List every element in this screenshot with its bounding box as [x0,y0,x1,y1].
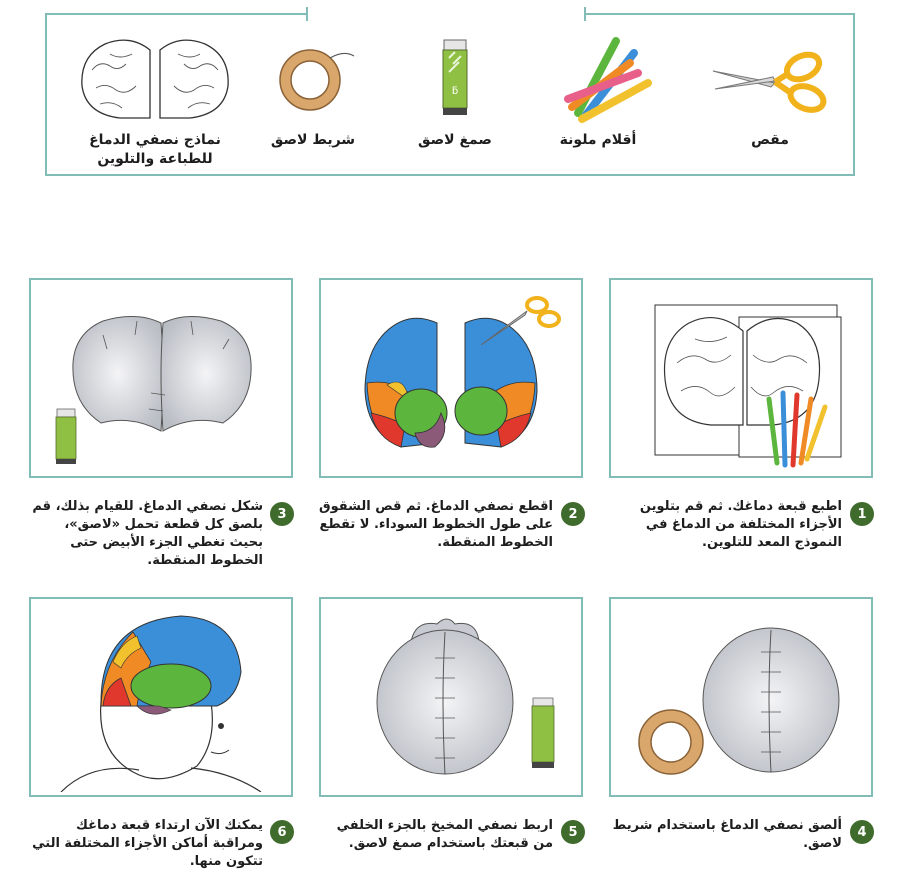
step-5-number-badge: 5 [561,820,585,844]
step-6-illustration [29,597,293,797]
material-markers [523,30,673,150]
tape-roll-icon [639,710,703,774]
step-3-number-badge: 3 [270,502,294,526]
step-2-number-badge: 2 [561,502,585,526]
material-label-markers: أقلام ملونة [559,132,637,148]
step-5-illustration [319,597,583,797]
step-3-text: شكل نصفي الدماغ. للقيام بذلك، قم بلصق كل قطعة تحمل «لاصق»، بحيث تغطي الجزء الأبيض حتى الخطوط المنقطة. [32,499,263,568]
materials-frame-top-left [45,13,307,15]
brain-template-icon [70,30,240,125]
taped-brain-illustration [621,602,861,792]
step-6-number-badge: 6 [270,820,294,844]
colored-brain-halves-illustration [331,283,571,473]
markers-icon [538,33,658,123]
material-glue [380,30,530,150]
material-label-template [65,131,245,169]
materials-frame-tick-right [584,7,586,21]
step-1-number-badge: 1 [850,502,874,526]
material-label-template-line2: للطباعة والتلوين [97,151,213,167]
material-label-tape: شريط لاصق [270,132,356,148]
step-3-illustration [29,278,293,478]
step-4-number-badge: 4 [850,820,874,844]
shaped-brain-halves-illustration [41,283,281,473]
step-1-illustration [609,278,873,478]
step-1-text: اطبع قبعة دماغك. ثم قم بتلوين الأجزاء المختلفة من الدماغ في النموذج المعد للتلوين. [639,499,842,550]
printed-templates-markers-illustration [621,283,861,473]
material-label-scissors: مقص [751,132,789,148]
materials-frame-tick-left [306,7,308,21]
step-2-text: اقطع نصفي الدماغ. ثم قص الشقوق على طول الخطوط السوداء. لا تقطع الخطوط المنقطة. [319,499,553,550]
material-tape [238,30,388,150]
step-6-text: يمكنك الآن ارتداء قبعة دماغك ومراقبة أماكن الأجزاء المختلفة التي تتكون منها. [32,818,263,869]
glue-stick-icon [56,409,76,464]
person-wearing-brain-hat-illustration [41,602,281,792]
glue-stick-icon [532,698,554,768]
material-label-glue: صمغ لاصق [418,132,492,148]
material-brain-template [65,30,245,169]
step-2-illustration [319,278,583,478]
material-label-template-line1: نماذج نصفي الدماغ [89,132,221,148]
tape-roll-icon [268,38,358,118]
step-5-text: اربط نصفي المخيخ بالجزء الخلفي من قبعتك باستخدام صمغ لاصق. [336,818,553,851]
brain-with-cerebellum-illustration [331,602,571,792]
step-4-illustration [609,597,873,797]
materials-frame-top-right [585,13,855,15]
glue-stick-icon [435,38,475,118]
svg-text:ƃ: ƃ [451,85,459,97]
scissors-icon [705,43,835,113]
material-scissors [695,30,845,150]
step-4-text: ألصق نصفي الدماغ باستخدام شريط لاصق. [612,818,842,851]
